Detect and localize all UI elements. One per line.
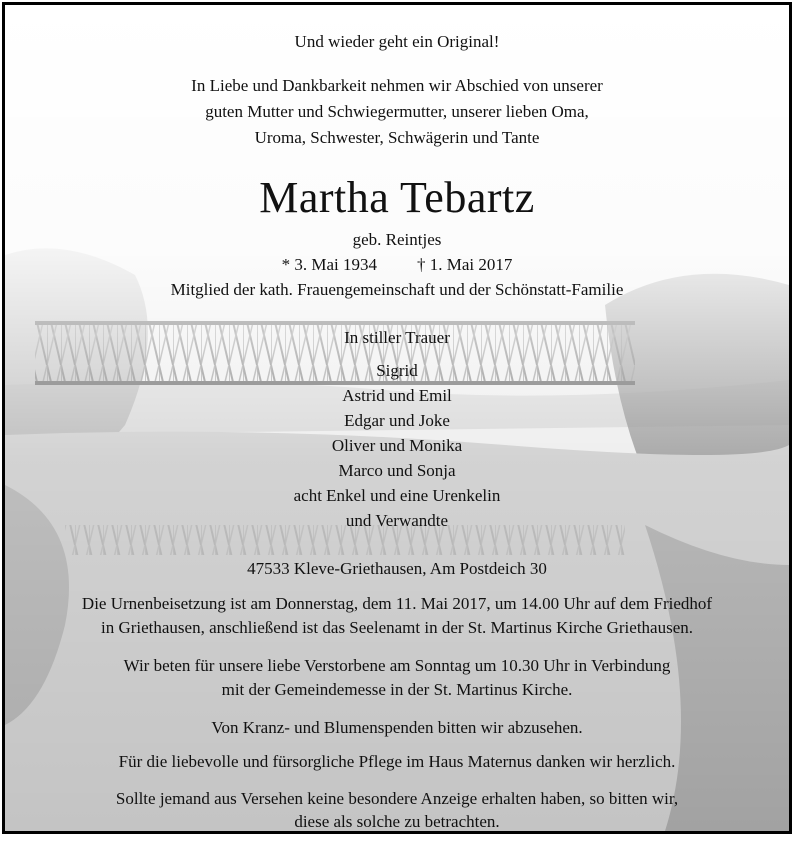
life-dates <box>5 254 789 276</box>
burial-line-1: Die Urnenbeisetzung ist am Donnerstag, dem 11. Mai 2017, um 14.00 Uhr auf dem Friedhof <box>81 594 713 613</box>
closing-line-2: diese als solche zu betrachten. <box>294 812 500 831</box>
birth-name: geb. Reintjes <box>352 230 442 249</box>
death-date: † 1. Mai 2017 <box>417 255 513 274</box>
deceased-name: Martha Tebartz <box>259 173 535 222</box>
mourner-4: Oliver und Monika <box>331 436 463 455</box>
mourner-7: und Verwandte <box>345 511 449 530</box>
flowers-note: Von Kranz- und Blumenspenden bitten wir abzusehen. <box>211 718 583 737</box>
mourner-6: acht Enkel und eine Urenkelin <box>293 486 501 505</box>
birth-date: * 3. Mai 1934 <box>281 255 377 274</box>
mass-line-1: Wir beten für unsere liebe Verstorbene am Sonntag um 10.30 Uhr in Verbindung <box>123 656 671 675</box>
mourner-5: Marco und Sonja <box>338 461 456 480</box>
mourning-title: In stiller Trauer <box>344 328 450 347</box>
intro-line-3: Uroma, Schwester, Schwägerin und Tante <box>254 128 540 147</box>
membership: Mitglied der kath. Frauengemeinschaft und der Schönstatt-Familie <box>170 280 624 299</box>
thanks-note: Für die liebevolle und fürsorgliche Pflege im Haus Maternus danken wir herzlich. <box>118 752 676 771</box>
mass-line-2: mit der Gemeindemesse in der St. Martinus Kirche. <box>221 680 573 699</box>
headline: Und wieder geht ein Original! <box>294 32 500 51</box>
closing-line-1: Sollte jemand aus Versehen keine besondere Anzeige erhalten haben, so bitten wir, <box>115 789 679 808</box>
intro-line-2: guten Mutter und Schwiegermutter, unserer lieben Oma, <box>205 102 589 121</box>
address: 47533 Kleve-Griethausen, Am Postdeich 30 <box>247 559 547 578</box>
mourner-2: Astrid und Emil <box>342 386 452 405</box>
obituary-card <box>2 2 792 834</box>
intro-line-1: In Liebe und Dankbarkeit nehmen wir Abschied von unserer <box>191 76 603 95</box>
burial-line-2: in Griethausen, anschließend ist das Seelenamt in der St. Martinus Kirche Griethausen. <box>100 618 693 637</box>
mourner-3: Edgar und Joke <box>344 411 450 430</box>
mourner-1: Sigrid <box>376 361 418 380</box>
